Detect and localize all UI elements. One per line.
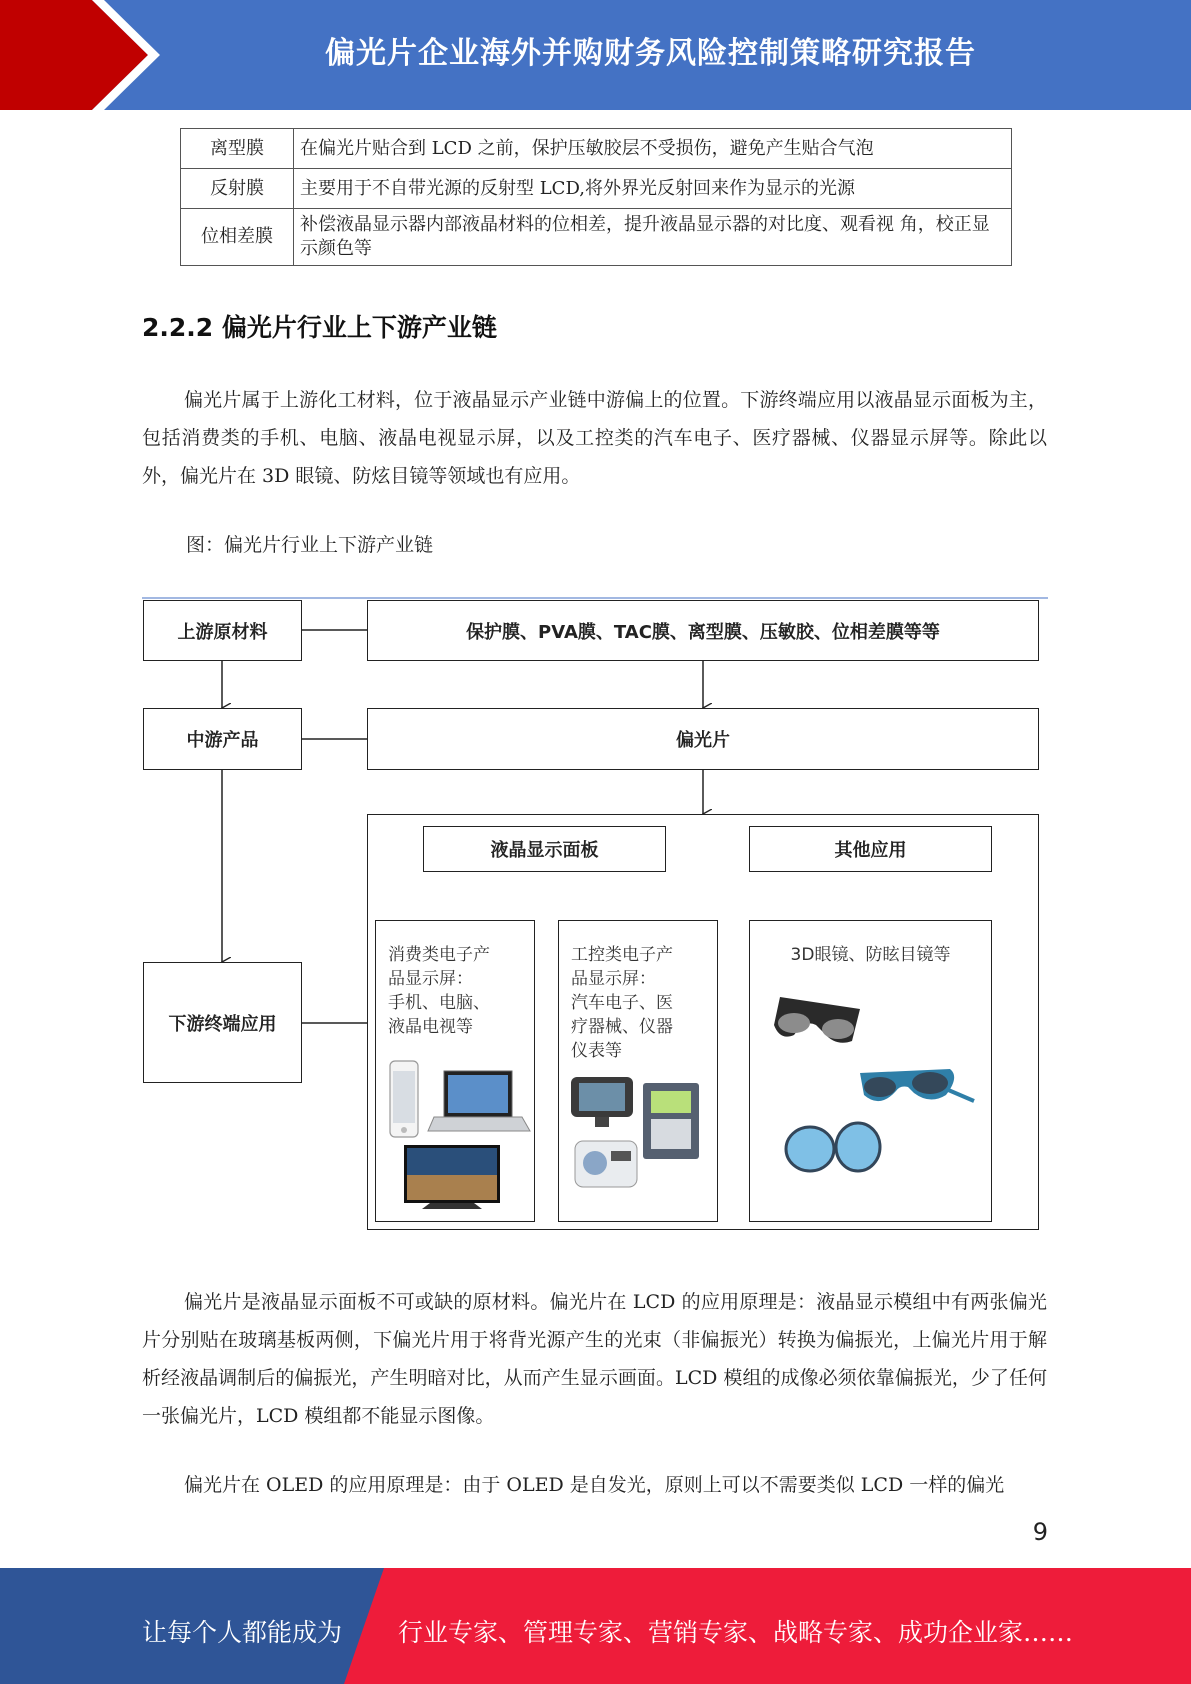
phone-icon (390, 1061, 418, 1137)
industrial-text-line: 仪表等 (571, 1041, 622, 1061)
other-apps-box: 其他应用 (749, 826, 992, 872)
page-footer (0, 1568, 1191, 1684)
table-cell-desc: 主要用于不自带光源的反射型 LCD,将外界光反射回来作为显示的光源 (294, 169, 1012, 209)
other-apps-detail-text: 3D眼镜、防眩目镜等 (790, 945, 951, 965)
lcd-panel-box: 液晶显示面板 (423, 826, 666, 872)
tv-icon (404, 1145, 500, 1209)
midstream-label-box: 中游产品 (143, 708, 302, 770)
downstream-label-box: 下游终端应用 (143, 962, 302, 1083)
footer-slogan-right: 行业专家、管理专家、营销专家、战略专家、成功企业家…… (398, 1618, 1074, 1647)
page-header (0, 0, 1191, 110)
consumer-text-line: 消费类电子产 (388, 945, 490, 965)
table-cell-name: 位相差膜 (181, 209, 294, 266)
upstream-content-box: 保护膜、PVA膜、TAC膜、离型膜、压敏胶、位相差膜等等 (367, 600, 1039, 661)
film-table (180, 128, 1012, 266)
sunglasses-icon (860, 1069, 974, 1101)
figure-caption: 图：偏光片行业上下游产业链 (186, 534, 434, 556)
footer-slogan-left: 让每个人都能成为 (142, 1618, 343, 1647)
car-monitor-icon (571, 1077, 633, 1127)
table-row (181, 169, 1012, 209)
industrial-text-line: 汽车电子、医 (571, 993, 673, 1013)
table-cell-desc: 在偏光片贴合到 LCD 之前，保护压敏胶层不受损伤，避免产生贴合气泡 (294, 129, 1012, 169)
paragraph-1: 偏光片属于上游化工材料，位于液晶显示产业链中游偏上的位置。下游终端应用以液晶显示面板为主，包括消费类的手机、电脑、液晶电视显示屏，以及工控类的汽车电子、医疗器械、仪器显示屏等。除此以外，偏光片在 3D 眼镜、防炫目镜等领域也有应用。 (142, 389, 1047, 487)
medical-device-icon (575, 1141, 637, 1187)
table-cell-name: 反射膜 (181, 169, 294, 209)
consumer-devices-illustration (382, 1053, 532, 1213)
upstream-label-box: 上游原材料 (143, 600, 302, 661)
consumer-text-line: 手机、电脑、 (388, 993, 490, 1013)
consumer-text-line: 品显示屏： (388, 969, 473, 989)
industrial-text-line: 疗器械、仪器 (571, 1017, 673, 1037)
paragraph-3: 偏光片在 OLED 的应用原理是：由于 OLED 是自发光，原则上可以不需要类似 LCD 一样的偏光 (184, 1474, 1005, 1496)
table-row (181, 129, 1012, 169)
page-number: 9 (1032, 1518, 1048, 1546)
industrial-devices-illustration (565, 1071, 715, 1221)
consumer-text-line: 液晶电视等 (388, 1017, 473, 1037)
table-row (181, 209, 1012, 266)
industrial-text-line: 品显示屏： (571, 969, 656, 989)
paragraph-2: 偏光片是液晶显示面板不可或缺的原材料。偏光片在 LCD 的应用原理是：液晶显示模组中有两张偏光片分别贴在玻璃基板两侧，下偏光片用于将背光源产生的光束（非偏振光）转换为偏振光，上偏光片用于解析经液晶调制后的偏振光，产生明暗对比，从而产生显示画面。LCD 模组的成像必须依靠偏振光，少了任何一张偏光片，LCD 模组都不能显示图像。 (142, 1291, 1047, 1427)
midstream-content-box: 偏光片 (367, 708, 1039, 770)
glasses-illustration (750, 981, 990, 1211)
table-cell-desc: 补偿液晶显示器内部液晶材料的位相差，提升液晶显示器的对比度、观看视 角，校正显示颜色等 (294, 209, 1012, 266)
meter-icon (643, 1083, 699, 1159)
industrial-text-line: 工控类电子产 (571, 945, 673, 965)
industrial-electronics-box (558, 920, 718, 1222)
mirror-lens-icon (786, 1123, 880, 1171)
section-heading: 2.2.2 偏光片行业上下游产业链 (142, 313, 497, 342)
table-cell-name: 离型膜 (181, 129, 294, 169)
other-apps-detail-box (749, 920, 992, 1222)
3d-glasses-icon (774, 997, 860, 1043)
consumer-electronics-box (375, 920, 535, 1222)
header-title: 偏光片企业海外并购财务风险控制策略研究报告 (325, 36, 976, 71)
laptop-icon (428, 1071, 530, 1131)
